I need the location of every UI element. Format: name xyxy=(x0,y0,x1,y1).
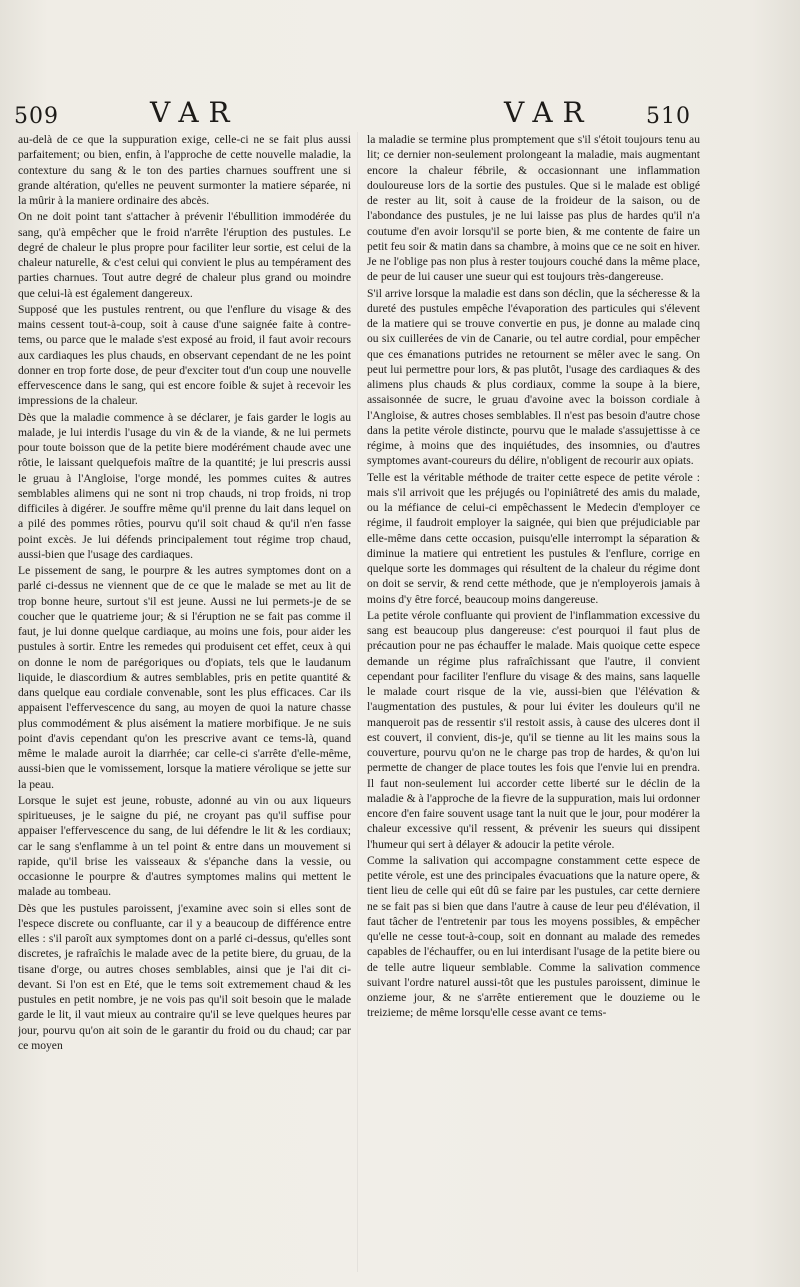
paragraph: au-delà de ce que la suppuration exige, celle-ci ne se fait plus aussi parfaitement; ou bien, enfin, à l'approche de cette nouvelle maladie, la contexture du sang & le ton des parties charnues souffrent une si grande altération, qu'elles ne peuvent surmonter la matiere séparée, ni la mûrir à la maniere ordinaire des abcès. xyxy=(18,133,351,207)
column-gutter xyxy=(357,132,358,1272)
page-header xyxy=(14,96,714,136)
paragraph: Telle est la véritable méthode de traiter cette espece de petite vérole : mais s'il arrivoit que les préjugés ou l'opiniâtreté des amis du malade, ou la méfiance de celui-ci empêchassent le Medecin d'employer ce régime, il faudroit employer la saignée, qui bien que préjudiciable par elle-même dans cette occasion, puisqu'elle interrompt la séparation & diminue la matiere qui entretient les pustules & l'enflure, corrige en quelque sorte les dommages qui résultent de la chaleur du régime dont on doit se servir, & rend cette méthode, que je n'employerois jamais à moins d'y être forcé, beaucoup moins dangereuse. xyxy=(367,470,700,606)
running-head-right: VAR xyxy=(504,96,594,129)
paragraph: On ne doit point tant s'attacher à prévenir l'ébullition immodérée du sang, qu'à empêcher que le froid n'arrête l'éruption des pustules. Le degré de chaleur le plus propre pour faciliter leur sortie, est celui de la chaleur naturelle, & c'est celui qui convient le plus au tempérament des parties charnues. Tout autre degré de chaleur plus grand ou moindre que celui-là est également dangereux. xyxy=(18,210,351,300)
paragraph: Dès que les pustules paroissent, j'examine avec soin si elles sont de l'espece discrete ou confluante, car il y a beaucoup de différence entre elles : s'il paroît aux symptomes dont on a parlé ci-dessus, qu'elles sont discretes, je rafraîchis le malade avec de la petite biere, du gruau, de la tisane d'orge, ou autres choses semblables, ainsi que je l'ai dit ci-devant. Si l'on est en Eté, que le tems soit extremement chaud & les pustules en petit nombre, je ne vois pas qu'il soit besoin que le malade garde le lit, il vaut mieux au contraire qu'il se leve quelques heures par jour, pourvu qu'on ait soin de le garantir du froid ou du chaud; car par ce moyen xyxy=(18,901,351,1052)
paragraph: Comme la salivation qui accompagne constamment cette espece de petite vérole, est une des principales évacuations que la nature opere, & tient lieu de celle qui eût dû se faire par les pustules, car cette derniere ne se fait pas si bien que dans l'autre à cause de leur peu d'élévation, il faut tâcher de l'entretenir par tous les moyens possibles, & empêcher qu'elle ne cesse tout-à-coup, soit en donnant au malade des remedes capables de l'échauffer, ou en lui interdisant l'usage de la petite biere ou de telle autre liqueur semblable. Comme la salivation commence suivant l'ordre naturel aussi-tôt que les pustules paroissent, diminue le onzieme jour, & ne s'arrête entierement que le douzieme ou le treizieme; de même lorsqu'elle cesse avant ce tems- xyxy=(367,853,700,1020)
paragraph: la maladie se termine plus promptement que s'il s'étoit toujours tenu au lit; ce dernier non-seulement prolongeant la maladie, mais augmentant encore la chaleur fébrile, & occasionnant une inflammation douloureuse lors de la sortie des pustules. Que si le malade est obligé de rester au lit, soit à cause de la froideur de la saison, ou de l'abondance des pustules, je ne lui laisse pas plus de hardes qu'il n'a coutume d'en avoir lorsqu'il se porte bien, & me contente de faire un petit feu soir & matin dans sa chambre, à moins que ce ne soit en hiver. Je ne l'oblige pas non plus à rester toujours couché dans la même place, de peur de lui causer une sueur qui est toujours très-dangereuse. xyxy=(367,133,700,284)
paragraph: Dès que la maladie commence à se déclarer, je fais garder le logis au malade, je lui interdis l'usage du vin & de la viande, & ne lui permets pour toute boisson que de la petite biere modérément chaude avec une rôtie, le laissant quelquefois maître de la quantité; je lui prescris aussi le gruau à l'Angloise, l'orge mondé, les pommes cuites & autres semblables alimens qui ne sont ni trop chauds, ni trop froids, ni trop difficiles à digérer. Je souffre même qu'il prenne du lait dans lequel on a pilé des pommes rôties, pourvu qu'il soit chaud & qu'il n'en fasse point excès. Je lui défends principalement tout régime trop chaud, aussi-bien que l'usage des cardiaques. xyxy=(18,410,351,561)
page-number-left: 509 xyxy=(14,104,59,129)
paragraph: Supposé que les pustules rentrent, ou que l'enflure du visage & des mains cessent tout-à-coup, soit à cause d'une saignée faite à contre-tems, ou parce que le malade s'est exposé au froid, il faut avoir recours aux cardiaques les plus chauds, en observant cependant de ne les point donner en trop forte dose, de peur d'exciter tout d'un coup une nouvelle effervescence dans le sang, qui est encore foible & sujet à recevoir les impressions de la chaleur. xyxy=(18,302,351,408)
paragraph: La petite vérole confluante qui provient de l'inflammation excessive du sang est beaucoup plus dangereuse: c'est pourquoi il faut plus de précaution pour ne pas échauffer le malade. Mais quoique cette espece demande un régime plus rafraîchissant que l'autre, il convient cependant pour faciliter l'enflure du visage & des mains, sans laquelle le malade court risque de la vie, aussi-bien que l'élévation & l'augmentation des pustules, & pour lui éviter les douleurs qu'il ne manqueroit pas de ressentir s'il restoit assis, à cause des ulceres dont il est couvert, il convient, dis-je, qu'il se tienne au lit les mains sous la couverture, pourvu qu'on ne le charge pas trop de hardes, & qu'on lui permette de changer de place toutes les fois que l'envie lui en prendra. Il faut non-seulement lui accorder cette liberté sur le déclin de la maladie & à l'approche de la fievre de la suppuration, mais lui ordonner encore d'en faire souvent usage tant la nuit que le jour, pour modérer la chaleur excessive qu'il ressent, & prévenir les sueurs qui dissipent l'humeur qui sert à délayer & adoucir la petite vérole. xyxy=(367,608,700,851)
text-column-left xyxy=(18,132,351,1282)
page-number-right: 510 xyxy=(646,104,691,129)
paragraph: Lorsque le sujet est jeune, robuste, adonné au vin ou aux liqueurs spiritueuses, je le saigne du pié, ne croyant pas qu'il suffise pour appaiser l'effervescence du sang, de lui défendre le lit & les cordiaux; car le sang s'enflamme à un tel point & entre dans un mouvement si rapide, qu'il brise les vaisseaux & s'épanche dans la vessie, ou occasionne le pourpre & d'autres symptomes malins qui mettent le malade au tombeau. xyxy=(18,793,351,899)
running-head-left: VAR xyxy=(150,96,240,129)
text-column-right xyxy=(367,132,700,1282)
paragraph: Le pissement de sang, le pourpre & les autres symptomes dont on a parlé ci-dessus ne viennent que de ce que le malade se met au lit de trop bonne heure, surtout s'il est jeune. Aussi ne lui permets-je de se coucher que le quatrieme jour; & si l'éruption ne se fait pas comme il faut, je lui donne quelque cardiaque, au moins une fois, pour aider les pustules à sortir. Entre les remedes qui produisent cet effet, ceux à qui on donne le nom de parégoriques ou d'opiats, tels que le laudanum liquide, le diascordium & autres semblables, pris en petite quantité & dans quelque eau cordiale convenable, sont les plus efficaces. Car ils appaisent l'effervescence du sang, au moyen de quoi la nature chasse plus commodément & plus aisément la matiere morbifique. Je ne suis point d'avis cependant qu'on les prescrive avant ce tems-là, quand même le malade auroit la diarrhée; car celle-ci s'arrête d'elle-même, aussi-bien que le vomissement, lorsque la matiere vérolique se jette sur la peau. xyxy=(18,564,351,791)
paragraph: S'il arrive lorsque la maladie est dans son déclin, que la sécheresse & la dureté des pustules empêche l'évaporation des particules qui s'élevent de la matiere qui se trouve convertie en pus, je donne au malade cinq ou six cuillerées de vin de Canarie, ou tel autre cordial, pour empêcher que ces émanations putrides ne retournent se mêler avec le sang. On peut lui permettre pour lors, & pas plutôt, l'usage des cardiaques & des alimens plus chauds & plus cordiaux, comme la soupe à la biere, assaisonnée de sucre, le gruau d'avoine avec la boisson cordiale à l'Angloise, & autres choses semblables. Il n'est pas besoin d'autre chose dans la petite vérole distincte, pourvu que le malade s'assujettisse à ce régime, à moins que des inquiétudes, des insomnies, ou d'autres symptomes avant-coureurs du délire, n'obligent de recourir aux opiats. xyxy=(367,286,700,468)
